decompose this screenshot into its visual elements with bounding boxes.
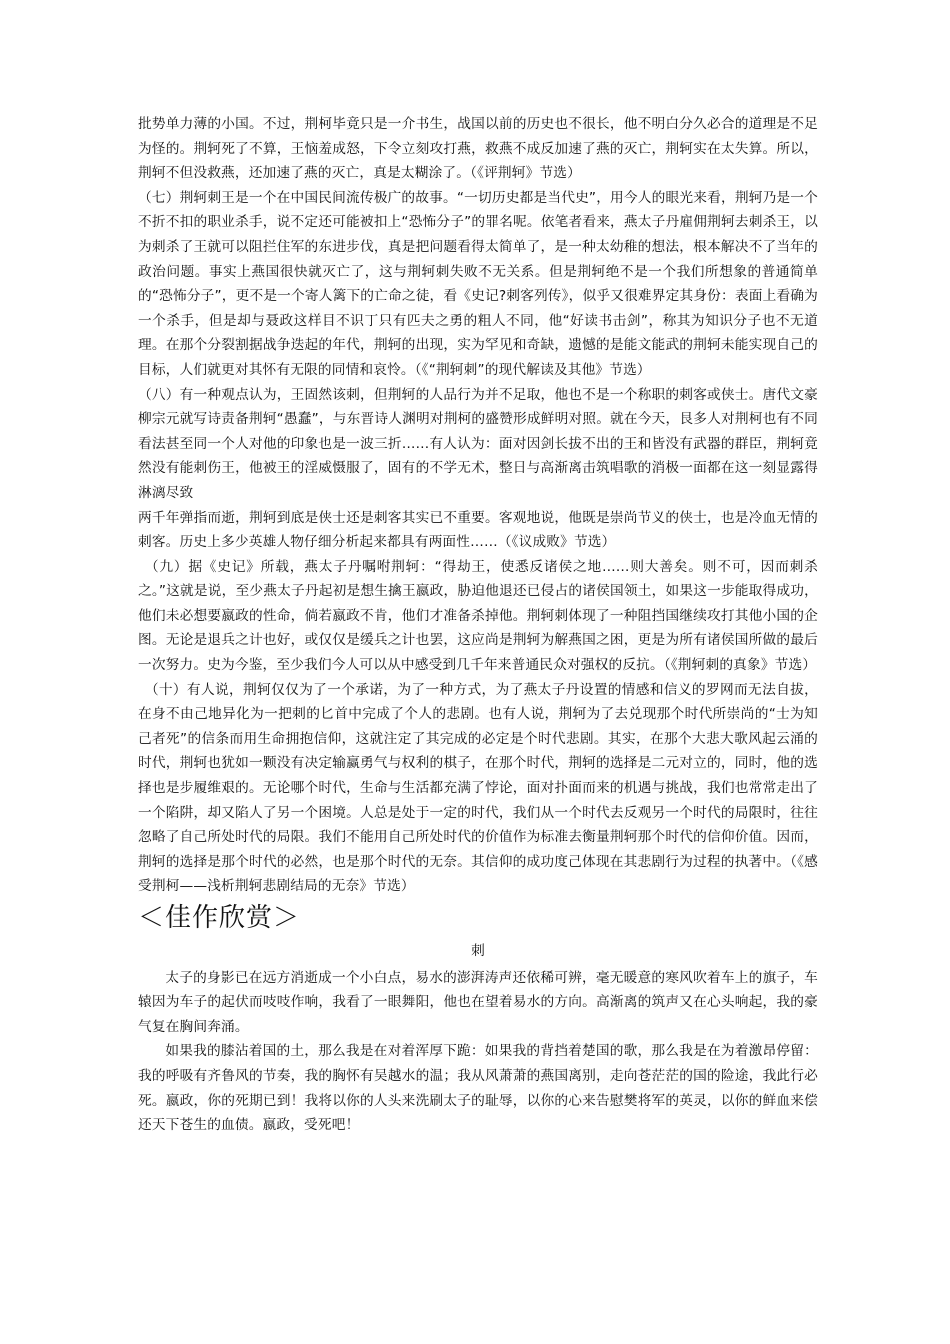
paragraph-nine: （九）据《史记》所载，燕太子丹嘱咐荆轲：“得劫王，使悉反诸侯之地……则大善矣。则不可，因而刺杀之。”这就是说，至少燕太子丹起初是想生擒王嬴政，胁迫他退还已侵占的诸侯国领土，如果这一步能取得成功，他们未必想要嬴政的性命，倘若嬴政不肯，他们才准备杀掉他。荆轲刺体现了一种阻挡国继续攻打其他小国的企图。无论是退兵之计也好，或仅仅是缓兵之计也罢，这应尚是荆轲为解燕国之困，更是为所有诸侯国所做的最后一次努力。史为今鉴，至少我们今人可以从中感受到几千年来普通民众对强权的反抗。（《荆轲刺的真象》节选） (138, 558, 818, 674)
document-page (138, 112, 818, 1138)
paragraph-ten: （十）有人说，荆轲仅仅为了一个承诺，为了一种方式，为了燕太子丹设置的情感和信义的罗网而无法自拔，在身不由己地异化为一把刺的匕首中完成了个人的悲剧。也有人说，荆轲为了去兑现那个时代所崇尚的“士为知己者死”的信条而用生命拥抱信仰，这就注定了其完成的必定是个时代悲剧。其实，在那个大悲大歌风起云涌的时代，荆轲也犹如一颗没有决定输赢勇气与权利的棋子，在那个时代，荆轲的选择是二元对立的，同时，他的选择也是步履维艰的。无论哪个时代，生命与生活都充满了悖论，面对扑面而来的机遇与挑战，我们也常常走出了一个陷阱，却又陷人了另一个困境。人总是处于一定的时代，我们从一个时代去反观另一个时代的局限时，往往忽略了自己所处时代的局限。我们不能用自己所处时代的价值作为标准去衡量荆轲那个时代的信仰价值。因而，荆轲的选择是那个时代的必然，也是那个时代的无奈。其信仰的成功度己体现在其悲剧行为过程的执著中。（《感受荆柯——浅析荆轲悲剧结局的无奈》节选） (138, 681, 818, 895)
section-heading: ＜佳作欣赏＞ (138, 903, 301, 933)
article-paragraph: 如果我的膝沾着国的土，那么我是在对着浑厚下跪：如果我的背挡着楚国的歌，那么我是在为着激昂停留：我的呼吸有齐鲁风的节奏，我的胸怀有吴越水的温；我从风萧萧的燕国离别，走向苍茫茫的国的险途，我此行必死。嬴政，你的死期已到！我将以你的人头来洗刷太子的耻辱，以你的心来告慰樊将军的英灵，以你的鲜血来偿还天下苍生的血债。嬴政，受死吧！ (138, 1043, 818, 1134)
paragraph-eight-continued: 两千年弹指而逝，荆轲到底是侠士还是刺客其实已不重要。客观地说，他既是崇尚节义的侠士，也是冷血无情的刺客。历史上多少英雄人物仔细分析起来都具有两面性……（《议成败》节选） (138, 509, 818, 551)
article-title: 刺 (471, 943, 485, 959)
article-paragraph: 太子的身影已在远方消逝成一个小白点，易水的澎湃涛声还依稀可辨，毫无暖意的寒风吹着车上的旗子，车辕因为车子的起伏而吱吱作响，我看了一眼舞阳，他也在望着易水的方向。高渐离的筑声又在心头响起，我的豪气复在胸间奔涌。 (138, 969, 818, 1035)
paragraph-continuation: 批势单力薄的小国。不过，荆柯毕竟只是一介书生，战国以前的历史也不很长，他不明白分久必合的道理是不足为怪的。荆轲死了不算，王恼羞成怒，下令立刻攻打燕，救燕不成反加速了燕的灭亡，荆轲实在太失算。所以，荆轲不但没救燕，还加速了燕的灭亡，真是太糊涂了。（《评荆轲》节选） (138, 116, 818, 182)
paragraph-seven: （七）荆轲刺王是一个在中国民间流传极广的故事。“一切历史都是当代史”，用今人的眼光来看，荆轲乃是一个不折不扣的职业杀手，说不定还可能被扣上“恐怖分子”的罪名呢。依笔者看来，燕太子丹雇佣荆轲去刺杀王，以为刺杀了王就可以阻拦住军的东进步伐，真是把问题看得太简单了，是一种太幼稚的想法，根本解决不了当年的政治问题。事实上燕国很快就灭亡了，这与荆轲刺失败不无关系。但是荆轲绝不是一个我们所想象的普通简单的“恐怖分子”，更不是一个寄人篱下的亡命之徒，看《史记?刺客列传》，似乎又很难界定其身份：表面上看确为一个杀手，但是却与聂政这样目不识丁只有匹夫之勇的粗人不同，他“好读书击剑”，称其为知识分子也不无道理。在那个分裂割据战争迭起的年代，荆轲的出现，实为罕见和奇缺，遗憾的是能文能武的荆轲未能实现自己的目标，人们就更对其怀有无限的同情和哀怜。（《“荆轲刺”的现代解读及其他》节选） (138, 189, 818, 378)
paragraph-eight: （八）有一种观点认为，王固然该刺，但荆轲的人品行为并不足取，他也不是一个称职的刺客或侠士。唐代文豪柳宗元就写诗责备荆轲“愚蠢”，与东晋诗人渊明对荆柯的盛赞形成鲜明对照。就在今天，艮多人对荆柯也有不同看法甚至同一个人对他的印象也是一波三折……有人认为：面对因剑长拔不出的王和皆没有武器的群臣，荆轲竟然没有能刺伤王，他被王的淫威慑服了，固有的不学无术，整日与高渐离击筑唱歌的消极一面都在这一刻显露得淋漓尽致 (138, 386, 818, 501)
